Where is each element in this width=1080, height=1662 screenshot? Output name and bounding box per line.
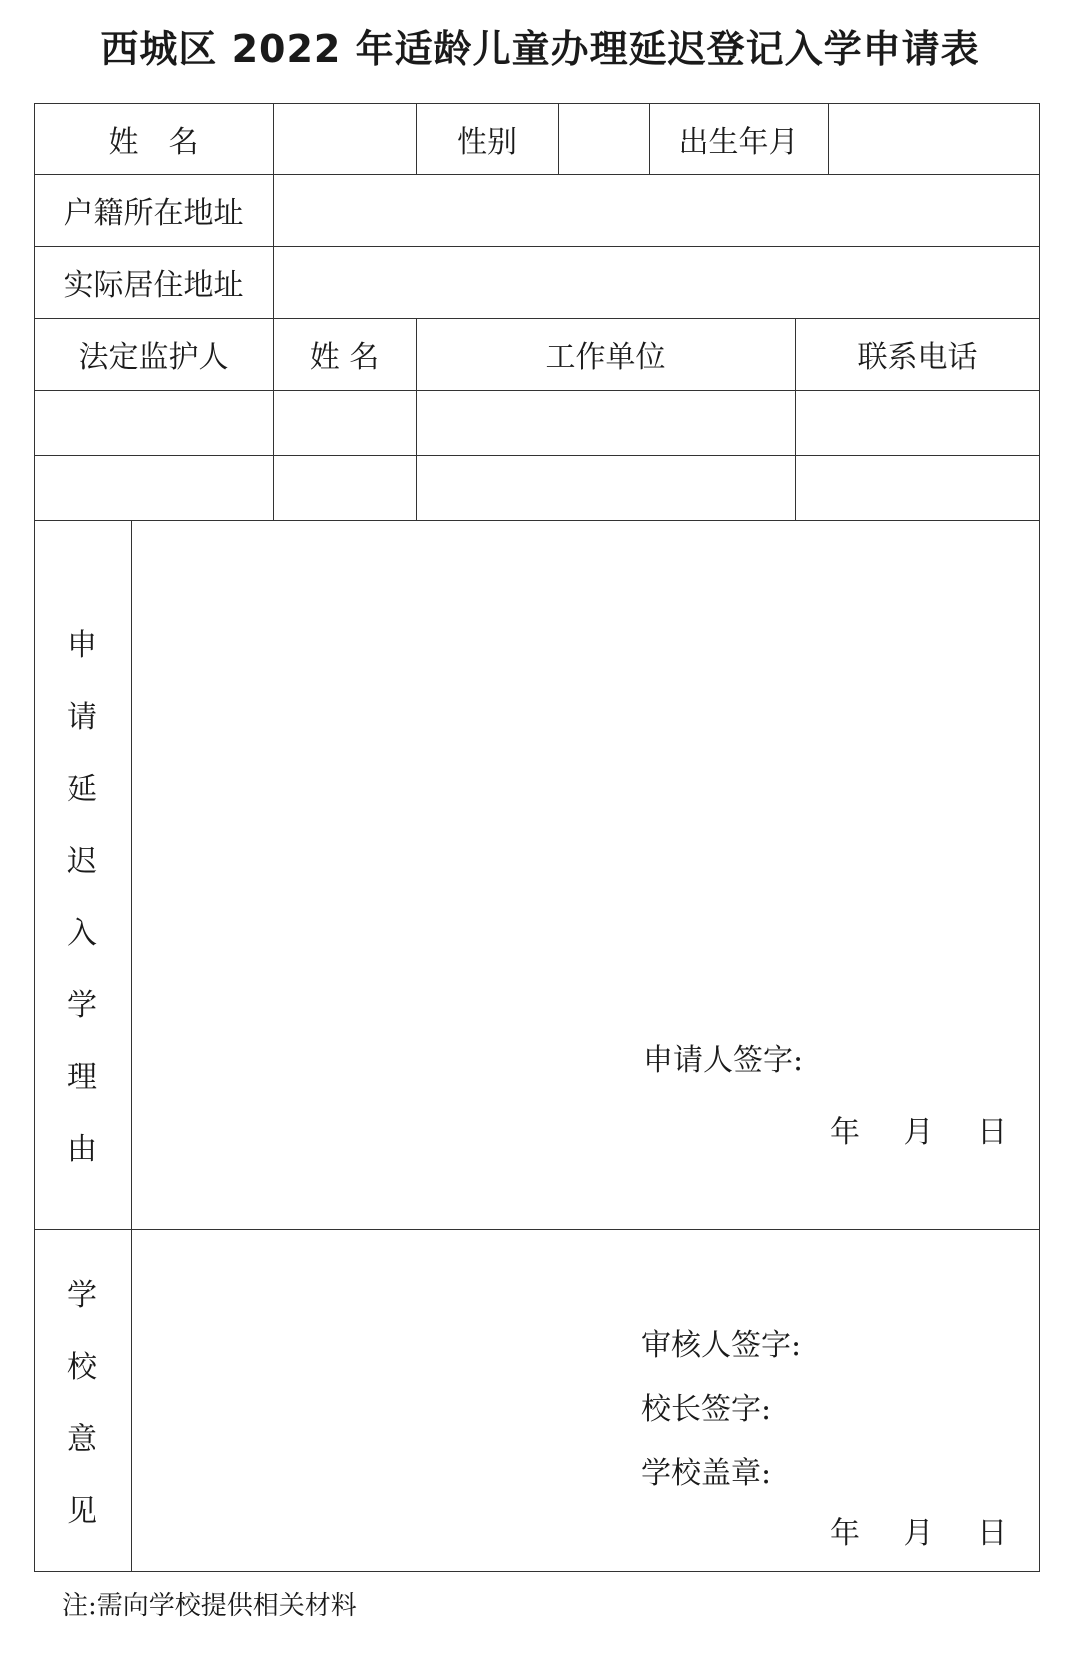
- reason-label-char: 迟: [67, 844, 97, 879]
- guardian-name-header: 姓 名: [309, 340, 380, 375]
- guardian-1-work-field[interactable]: [416, 390, 795, 455]
- name-label: 姓 名: [108, 125, 199, 160]
- guardian-1-name-field[interactable]: [273, 390, 416, 455]
- date-year: 年: [830, 1115, 860, 1150]
- reason-label-char: 由: [67, 1132, 97, 1167]
- applicant-signature-label: 申请人签字:: [643, 1043, 804, 1078]
- date-year: 年: [830, 1516, 860, 1551]
- reason-label-char: 申: [67, 628, 97, 663]
- school-seal-label: 学校盖章:: [641, 1456, 772, 1491]
- reason-label: [34, 620, 130, 1196]
- school-label-char: 意: [67, 1422, 97, 1457]
- footnote: 注:需向学校提供相关材料: [62, 1591, 357, 1621]
- gender-field[interactable]: [558, 103, 649, 175]
- residence-address-label: 实际居住地址: [63, 268, 244, 303]
- gender-label: 性别: [457, 125, 517, 160]
- date-month: 月: [903, 1516, 934, 1551]
- school-date: [830, 1508, 1007, 1552]
- applicant-date: [830, 1107, 1007, 1151]
- birth-date-label: 出生年月: [678, 125, 799, 160]
- reason-label-char: 学: [67, 988, 97, 1023]
- reason-label-char: 延: [67, 772, 97, 807]
- reason-label-char: 理: [67, 1060, 97, 1095]
- date-day: 日: [977, 1115, 1008, 1150]
- guardian-phone-header: 联系电话: [857, 340, 978, 375]
- name-field[interactable]: [273, 103, 416, 175]
- guardian-2-relation-field[interactable]: [34, 455, 273, 520]
- birth-date-field[interactable]: [828, 103, 1040, 175]
- principal-signature-label: 校长签字:: [641, 1392, 772, 1427]
- date-day: 日: [977, 1516, 1008, 1551]
- guardian-2-phone-field[interactable]: [795, 455, 1040, 520]
- date-month: 月: [903, 1115, 934, 1150]
- reviewer-signature-label: 审核人签字:: [641, 1328, 802, 1363]
- guardian-2-name-field[interactable]: [273, 455, 416, 520]
- guardian-1-relation-field[interactable]: [34, 390, 273, 455]
- school-label-char: 学: [67, 1278, 97, 1313]
- reason-label-char: 请: [67, 700, 97, 735]
- form-title: 西城区 2022 年适龄儿童办理延迟登记入学申请表: [100, 27, 980, 71]
- hukou-address-label: 户籍所在地址: [63, 196, 244, 231]
- guardian-work-header: 工作单位: [545, 340, 666, 375]
- residence-address-field[interactable]: [273, 246, 1040, 318]
- reason-label-char: 入: [67, 916, 97, 951]
- school-label-char: 见: [67, 1494, 97, 1529]
- guardian-1-phone-field[interactable]: [795, 390, 1040, 455]
- school-opinion-label: [34, 1270, 130, 1558]
- guardian-label: 法定监护人: [78, 340, 229, 375]
- hukou-address-field[interactable]: [273, 174, 1040, 246]
- guardian-2-work-field[interactable]: [416, 455, 795, 520]
- school-label-char: 校: [67, 1350, 97, 1385]
